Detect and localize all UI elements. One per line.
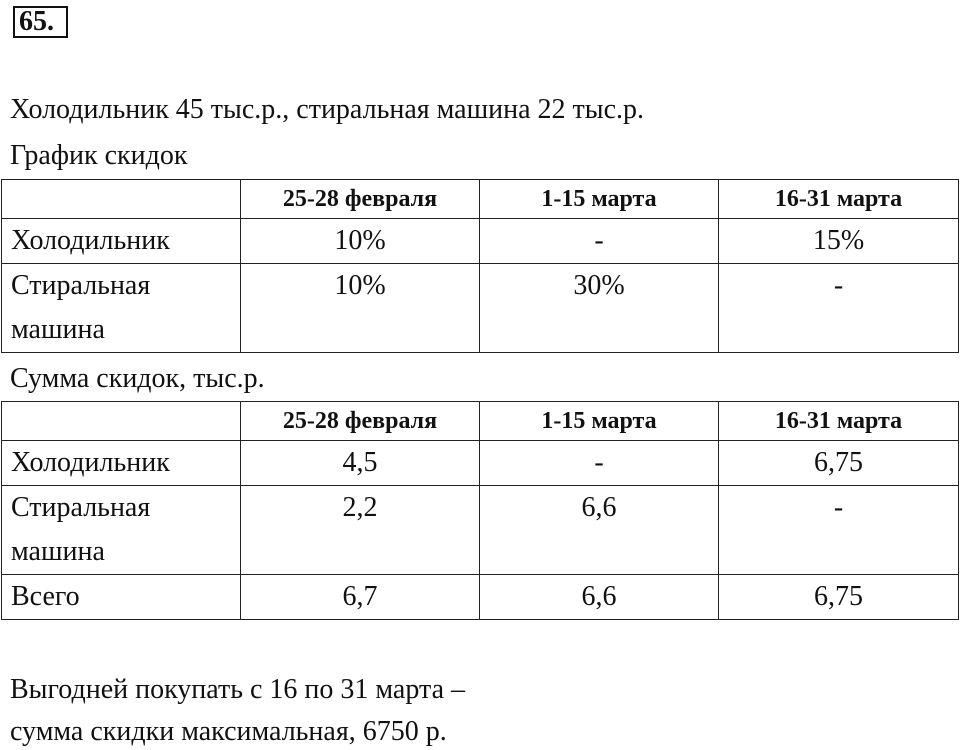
- problem-number: 65.: [13, 6, 68, 38]
- table-cell: 6,75: [719, 441, 959, 486]
- table-cell: -: [719, 486, 959, 575]
- column-header: 1-15 марта: [480, 180, 719, 219]
- table-row: [2, 264, 959, 353]
- column-header: 1-15 марта: [480, 402, 719, 441]
- table-cell: 6,6: [480, 575, 719, 620]
- table-cell: 6,7: [241, 575, 480, 620]
- table-cell: 15%: [719, 219, 959, 264]
- table-cell: -: [480, 441, 719, 486]
- conclusion-line: сумма скидки максимальная, 6750 р.: [10, 716, 447, 747]
- table-row-total: [2, 575, 959, 620]
- prices-line: Холодильник 45 тыс.р., стиральная машина 22 тыс.р.: [10, 94, 645, 125]
- discount-schedule-table: [1, 179, 959, 353]
- row-label: Стиральная машина: [2, 264, 241, 353]
- table-cell: 6,6: [480, 486, 719, 575]
- column-header: 16-31 марта: [719, 180, 959, 219]
- schedule-title: График скидок: [10, 140, 188, 171]
- column-header: 25-28 февраля: [241, 402, 480, 441]
- sum-title: Сумма скидок, тыс.р.: [10, 363, 265, 394]
- table-cell: -: [480, 219, 719, 264]
- row-label: Стиральная машина: [2, 486, 241, 575]
- header-empty-cell: [2, 180, 241, 219]
- table-header-row: [2, 180, 959, 219]
- table-row: [2, 441, 959, 486]
- row-label: Холодильник: [2, 219, 241, 264]
- table-cell: 30%: [480, 264, 719, 353]
- header-empty-cell: [2, 402, 241, 441]
- column-header: 16-31 марта: [719, 402, 959, 441]
- table-cell: 6,75: [719, 575, 959, 620]
- conclusion-line: Выгодней покупать с 16 по 31 марта –: [10, 674, 465, 705]
- table-header-row: [2, 402, 959, 441]
- row-label: Холодильник: [2, 441, 241, 486]
- table-cell: 4,5: [241, 441, 480, 486]
- row-label: Всего: [2, 575, 241, 620]
- discount-sum-table: [1, 401, 959, 620]
- column-header: 25-28 февраля: [241, 180, 480, 219]
- table-cell: 10%: [241, 219, 480, 264]
- table-row: [2, 219, 959, 264]
- table-cell: 10%: [241, 264, 480, 353]
- table-cell: -: [719, 264, 959, 353]
- table-cell: 2,2: [241, 486, 480, 575]
- table-row: [2, 486, 959, 575]
